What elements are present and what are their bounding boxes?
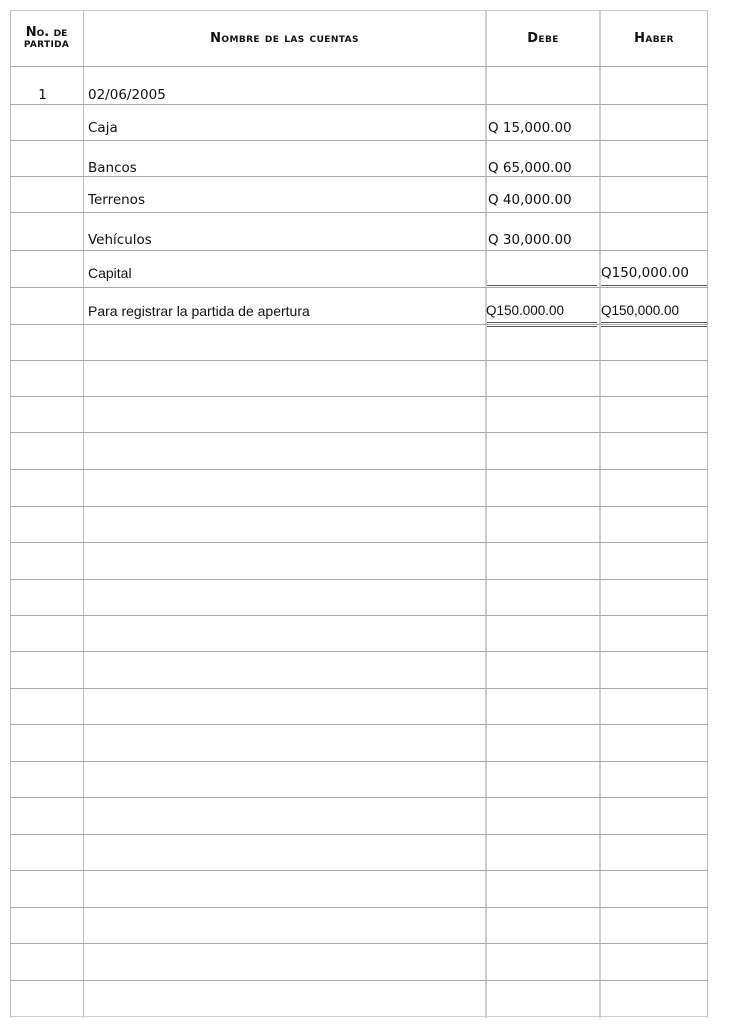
row-line — [10, 396, 708, 397]
row-line — [10, 579, 708, 580]
header-account-name: Nombre de las cuentas — [210, 30, 359, 46]
row-line — [10, 140, 708, 141]
header-partida-number — [10, 10, 83, 66]
account-name: Vehículos — [88, 232, 152, 248]
credit-amount: Q150,000.00 — [601, 265, 689, 281]
row-line — [10, 360, 708, 361]
credit-subtotal-rule — [601, 285, 707, 286]
debit-amount: Q 40,000.00 — [488, 192, 572, 208]
total-credit: Q150,000.00 — [601, 303, 680, 318]
table-border-right — [707, 10, 708, 1018]
row-line — [10, 432, 708, 433]
column-divider-partida — [83, 10, 84, 1018]
row-line — [10, 469, 708, 470]
row-line — [10, 688, 708, 689]
header-no-line1: No. de — [25, 24, 68, 40]
row-line — [10, 797, 708, 798]
debit-subtotal-rule — [487, 285, 597, 286]
entry-number: 1 — [38, 87, 47, 103]
account-name: Capital — [88, 265, 132, 281]
account-name: Terrenos — [88, 192, 145, 208]
column-divider-haber — [599, 10, 601, 1018]
row-line — [10, 834, 708, 835]
row-line — [10, 615, 708, 616]
table-border-left — [10, 10, 11, 1018]
debit-amount: Q 30,000.00 — [488, 232, 572, 248]
row-line — [10, 907, 708, 908]
account-name: Caja — [88, 120, 118, 136]
row-line — [10, 724, 708, 725]
entry-description: Para registrar la partida de apertura — [88, 303, 310, 319]
journal-sheet — [10, 10, 708, 1018]
header-no-line2: PARTIDA — [23, 40, 70, 51]
debit-amount: Q 15,000.00 — [488, 120, 572, 136]
row-line — [10, 250, 708, 251]
header-divider — [10, 66, 708, 67]
account-name: Bancos — [88, 160, 137, 176]
total-debit: Q150.000.00 — [486, 303, 565, 318]
column-divider-debe — [485, 10, 487, 1018]
debit-total-double-rule — [487, 322, 597, 327]
row-line — [10, 943, 708, 944]
entry-date: 02/06/2005 — [88, 87, 166, 103]
row-line — [10, 542, 708, 543]
row-line — [10, 287, 708, 288]
row-line — [10, 870, 708, 871]
row-line — [10, 212, 708, 213]
row-line — [10, 761, 708, 762]
header-credit: Haber — [634, 30, 674, 46]
row-line — [10, 980, 708, 981]
row-line — [10, 506, 708, 507]
row-line — [10, 651, 708, 652]
table-border-bottom — [10, 1016, 708, 1017]
credit-total-double-rule — [601, 322, 707, 327]
debit-amount: Q 65,000.00 — [488, 160, 572, 176]
header-debit: Debe — [527, 30, 559, 46]
